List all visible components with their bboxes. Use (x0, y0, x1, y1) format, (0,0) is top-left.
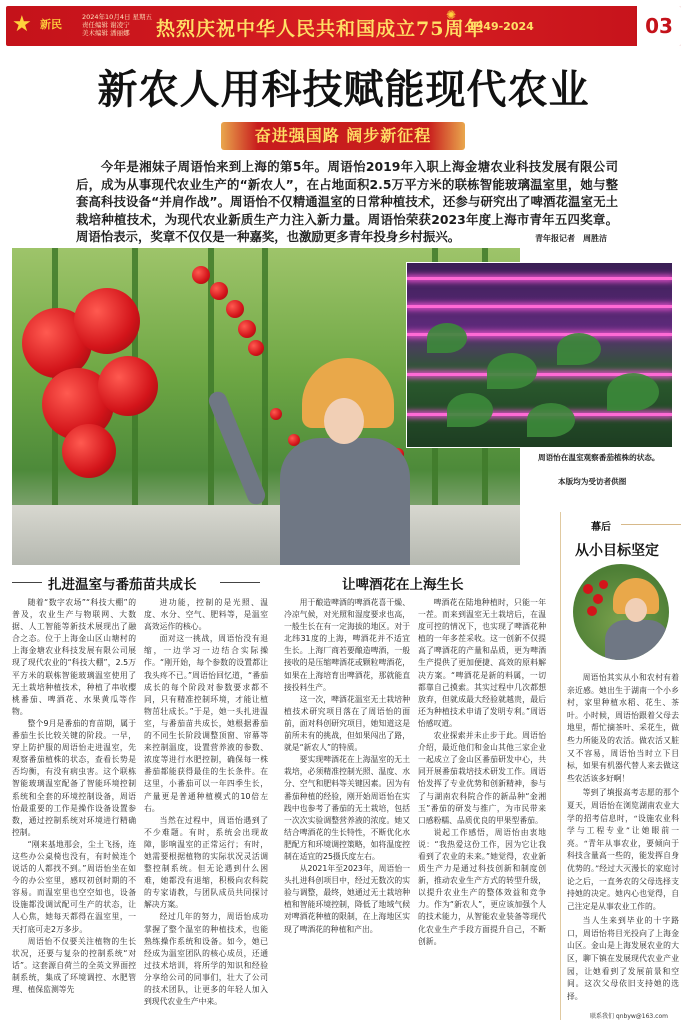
paragraph: 整个9月是番茄的育苗期，属于番茄生长比较关键的阶段。一早，穿上防护服的周语怡走进温室，先观察番茄植株的状态，查看长势是否均衡，有没有病虫害。这个联栋智能玻璃温室配备了智能环境控制系统和全套的环境控制设备，周语怡最重要的工作是操作设备设置参数，通过控制系统对环境进行精确控制。 (12, 718, 136, 837)
star-icon: ★ (12, 12, 32, 37)
paragraph: 进功能，控制的是光照、温度、水分、空气、肥料等，是温室高效运作的核心。 (144, 598, 268, 632)
body-column-3 (284, 597, 410, 936)
paragraph: 当人生来到毕业的十字路口，周语怡将目光投向了上海金山区。金山是上海发展农业的大区，聊下镇在发展现代农业产业园，让她看到了发展前景和空间。这次父母依旧支持她的选择。 (567, 916, 679, 1001)
section-title-left: 扎进温室与番茄苗共成长 (48, 577, 197, 593)
sidebar-kicker: 幕后 (591, 522, 611, 533)
paragraph: 随着“数字农场”“科技大棚”的普及，农业生产与物联网、大数据、人工智能等新技术展现出了融合之态。位于上海金山区山塘村的上海金塘农业科技发展有限公司展现了现代农业的“科技大棚”，2.5万平方米的联栋智能玻璃温室使用了无土栽培种植技术，种植了串收樱桃番茄、啤酒花、水果黄瓜等作物。 (12, 598, 136, 716)
body-column-1 (12, 597, 136, 996)
paragraph: 这一次，啤酒花温室无土栽培种植技术研究项目落在了周语怡的面前，面对科创研究项目，她知道这是前所未有的挑战，但如果闯出了路，就是“新农人”的特质。 (284, 694, 410, 753)
paragraph: “刚来基地那会，尘土飞扬，连这些办公桌椅也没有，有时候连个说话的人都找不到。”周语怡坐在如今的办公室里，感叹初创时期的不容易。而温室里也空空如也，设备设施都没调试配可生产的状态，让人心焦，她每天都得在温室里，一天打底可走2万多步。 (12, 839, 136, 934)
page-number: 03 (635, 6, 681, 46)
body-column-4 (418, 597, 546, 948)
art-editor-line: 美术编辑 潘丽娜 (82, 29, 130, 37)
sidebar-behind-the-scenes (560, 512, 681, 1020)
section-rule (220, 582, 260, 583)
sidebar-text (567, 672, 679, 1005)
paper-logo: 新民 (40, 18, 62, 31)
editor-line: 责任编辑 谢凌宁 (82, 21, 130, 29)
body-column-2 (144, 597, 268, 1008)
section-rule (12, 582, 42, 583)
paragraph: 啤酒花在陆地种植时，只能一年一茬。而来到温室无土栽培后，在温度可控的情况下，也实现了啤酒花种植的一年多茬采收。这一创新不仅提高了啤酒花的产量和品质，更为啤酒生产提供了更加便捷、高效的原料解决方案。“啤酒花是新的料属，一切都靠自己摸索。其实过程中几次都想放弃，但就成最大经验就越贵，最后还为种植技术申请了发明专利。”周语怡感叹道。 (418, 598, 546, 728)
slogan-text: 奋进强国路 阔步新征程 (254, 126, 432, 145)
side-photo-caption: 周语怡在温室观察番茄植株的状态。 (538, 453, 660, 462)
lead-paragraph: 今年是湘妹子周语怡来到上海的第5年。周语怡2019年入职上海金塘农业科技发展有限公司后，成为从事现代农业生产的“新农人”，在占地面积2.5万平方米的联栋智能玻璃温室里，她与整套高科技设备“并肩作战”。周语怡不仅精通温室的日常种植技术，还参与研究出了啤酒花温室无土栽培种植技术，为现代农业新质生产力注入新力量。周语怡荣获2023年度上海市青年五四奖章。周语怡表示，奖章不仅仅是一种嘉奖，也激励更多青年投身乡村振兴。 (76, 159, 618, 245)
paragraph: 面对这一挑战，周语怡没有退缩，一边学习一边结合实际操作。“刚开始，每个参数的设置都让我头疼不已。”周语怡回忆道，“番茄成长的每个阶段对参数要求都不同，只有精准控制环境，才能让植物茁壮成长。”于是，她一头扎进温室，与番茄苗共成长，她根据番茄的不同生长阶段调整顶窗、帘幕等来控制温度，设置营养液的参数、浓度等进行水肥控制，确保每一株番茄都能获得最佳的生长条件。在这里，小番茄可以一年四季生长，产量更是普通种植模式的10倍左右。 (144, 634, 268, 813)
footer-contact: 联系我们 qnbyw@163.com (590, 1013, 668, 1020)
section-title-right: 让啤酒花在上海生长 (342, 577, 464, 593)
anniversary-years: 1949-2024 (468, 20, 534, 33)
slogan-banner (221, 122, 465, 150)
sidebar-portrait-photo (573, 564, 669, 660)
issue-date: 2024年10月4日 星期五 (82, 13, 153, 21)
banner-title: 热烈庆祝中华人民共和国成立75周年 (156, 18, 485, 40)
side-photo-led-greenhouse (406, 262, 673, 448)
paragraph: 说起工作感悟，周语怡由衷地说：“我热爱这份工作，因为它让我看到了农业的未来。”她觉得，农业新质生产力是通过科技创新和制度创新，推动农业生产方式的转型升级，以提升农业生产的整体效益和竞争力。作为“新农人”，更应该加强个人的技术能力，从智能农业装备等现代化农业生产手段方面提升自己，不断创新。 (418, 827, 546, 946)
paragraph: 要实现啤酒花在上海温室的无土栽培，必须精准控制光照、温度、水分、空气和肥料等关键因素。因为有番茄种植的经验，刚开始周语怡在实践中也参考了番茄的无土栽培，包括一次次实验调整营养液的浓度。她又结合啤酒花的生长特性，不断优化水肥配方和环境调控策略，如将温度控制在适宜的25摄氏度左右。 (284, 755, 410, 861)
paragraph: 周语怡其实从小和农村有着亲近感。她出生于湖南一个小乡村，家里种植水稻、花生、茶叶。小时候，周语怡跟着父母去地里，帮忙摘茶叶、采花生，做些力所能及的农活。做农活又脏又不容易，周语怡当时立下目标，如果有机器代替人来去做这些农活该多好啊！ (567, 673, 679, 783)
sidebar-rule (621, 524, 681, 525)
photo-credit: 本版均为受访者供图 (558, 477, 627, 486)
masthead-banner (6, 6, 681, 46)
byline: 青年报记者 周胜洁 (535, 234, 607, 243)
paragraph: 周语怡不仅要关注植物的生长状况，还要与复杂的控制系统“对话”。这套源自荷兰的全英文界面控制系统，集成了环境调控、水肥管理、植保监测等先 (12, 936, 136, 994)
firework-icon: ✺ (446, 8, 457, 22)
page-headline: 新农人用科技赋能现代农业 (97, 66, 590, 113)
paragraph: 当然在过程中，周语怡遇到了不少难题。有时，系统会出现故障，影响温室的正常运行；有时，她需要根据植物的实际状况灵活调整控制系统。但无论遇到什么困难，她都没有退缩，积极向农科院的专家请教，与团队成员共同探讨解决方案。 (144, 815, 268, 910)
paragraph: 农业探索并未止步于此。周语怡介绍，最近他们和金山其他三家企业一起成立了金山区番茄研发中心，共同开展番茄栽培技术研发工作。周语怡发挥了专业优势和创新精神，参与了与湖南农科院合作的新品种“金湘玉”番茄的研发与推广，为市民带来口感粉糯、品质优良的甲果型番茄。 (418, 731, 546, 825)
paragraph: 从2021年至2023年，周语怡一头扎进科创项目中，经过无数次的实验与调整，最终，她通过无土栽培种植和智能环境控制，降低了地域气候对啤酒花种植的限制，在上海地区实现了啤酒花的种植和产出。 (284, 864, 410, 934)
sidebar-title: 从小目标坚定 (575, 543, 659, 559)
paragraph: 经过几年的努力，周语怡成功掌握了整个温室的种植技术，也能熟练操作系统和设备。如今，她已经成为温室团队的核心成员，还通过技术培训，将所学的知识和经验分享给公司的同事们，壮大了公司的技术团队，让更多的年轻人加入到现代农业生产中来。 (144, 912, 268, 1007)
issue-meta (82, 13, 152, 37)
paragraph: 等到了填报高考志愿的那个夏天，周语怡在浏览湖南农业大学的招考信息时，“设施农业科学与工程专业”让她眼前一亮。“青年从事农业，要倾向于科技含量高一些的，能发挥自身优势的。”经过大灭漫长的家庭讨论之后，一直务农的父母选择支持她的决定。她内心也觉得，自己注定是从事农业工作的。 (567, 788, 679, 911)
paragraph: 用于酿造啤酒的啤酒花喜干燥、冷凉气候，对光照和湿度要求也高，一般生长在有一定海拔的地区。对于北纬31度的上海，啤酒花并不适宜生长。上海厂商若要酿造啤酒，一般接收的是压缩啤酒花或颗粒啤酒花，如果在上海培育出啤酒花，那就能直接投料生产。 (284, 598, 410, 692)
